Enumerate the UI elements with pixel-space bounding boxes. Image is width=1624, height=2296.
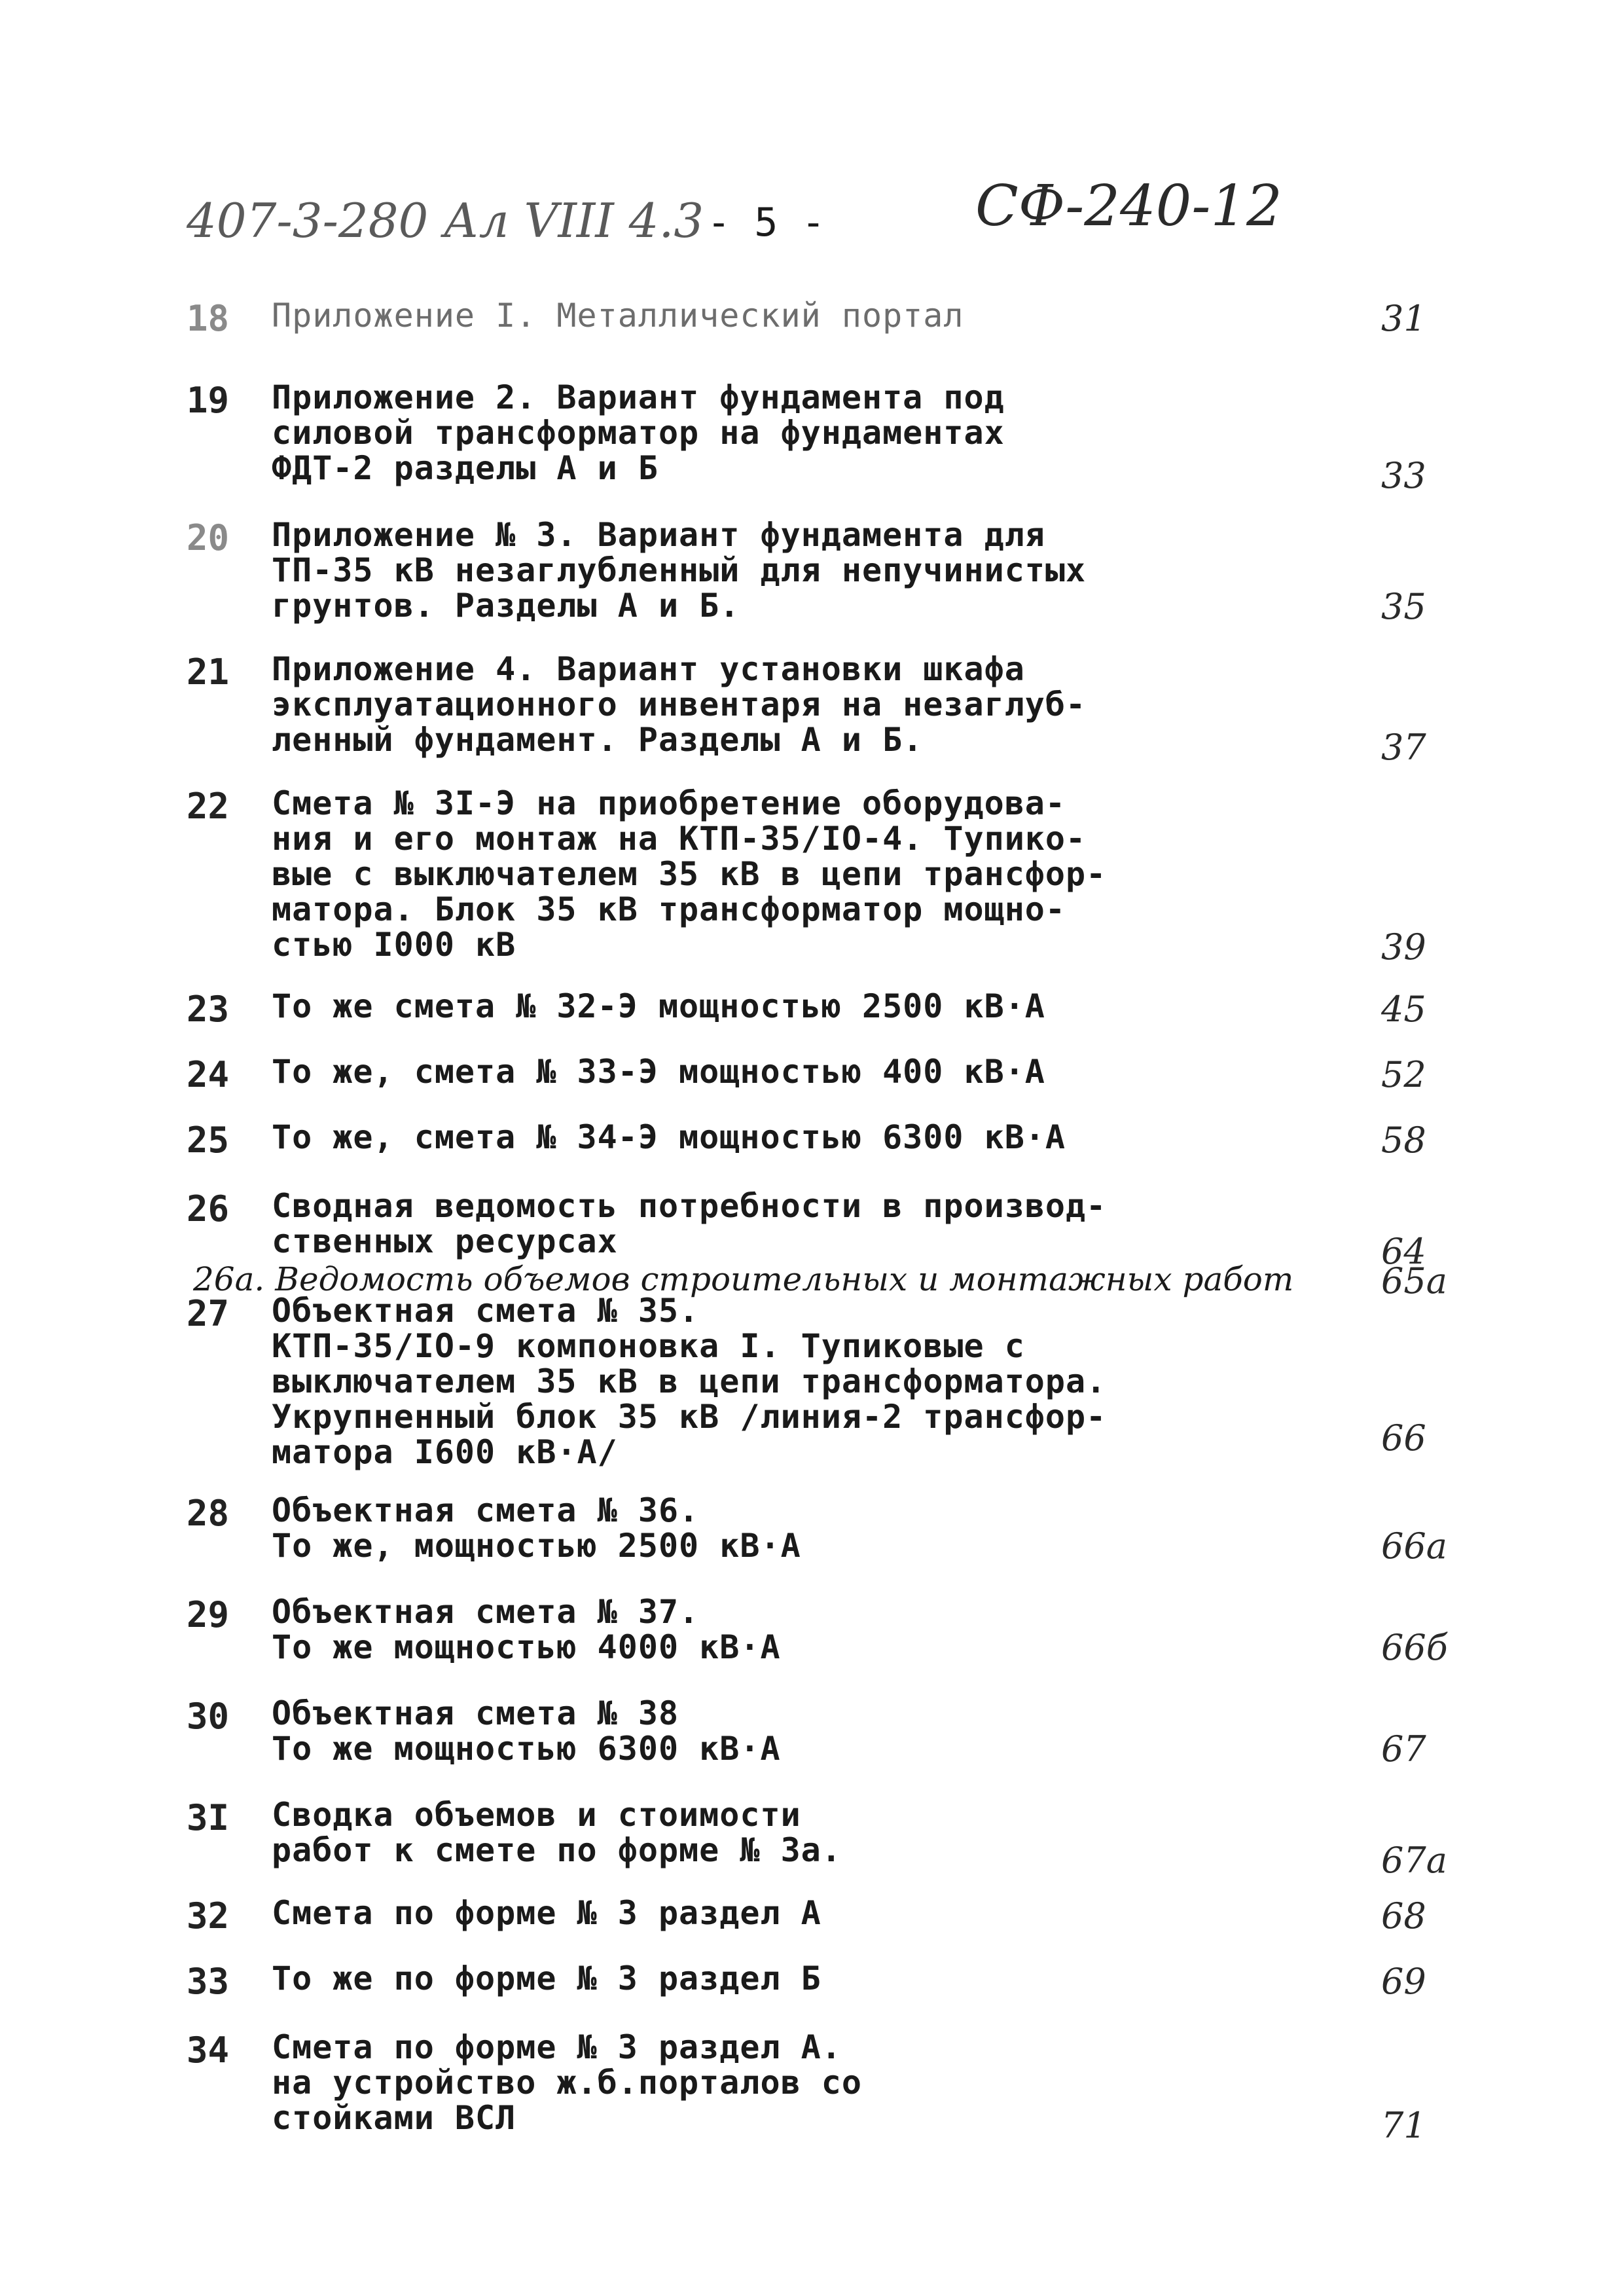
item-title: То же, смета № 34-Э мощностью 6300 кВ·А xyxy=(272,1118,1066,1156)
item-number: 26 xyxy=(187,1188,230,1230)
item-page: 33 xyxy=(1381,455,1426,496)
item-page: 66б xyxy=(1381,1627,1448,1668)
item-page: 31 xyxy=(1381,298,1426,339)
item-title: То же, смета № 33-Э мощностью 400 кВ·А xyxy=(272,1053,1045,1091)
item-number: 18 xyxy=(187,298,230,339)
item-number: 33 xyxy=(187,1961,230,2002)
item-number: 22 xyxy=(187,786,230,827)
item-page: 58 xyxy=(1381,1120,1426,1161)
item-number: 30 xyxy=(187,1696,230,1737)
sheet-code: СФ-240-12 xyxy=(975,173,1282,239)
item-page: 67а xyxy=(1381,1840,1447,1881)
item-page: 65а xyxy=(1381,1260,1447,1302)
item-title: Ведомость объемов строительных и монтажных работ xyxy=(275,1260,1294,1298)
item-number: 3I xyxy=(187,1797,230,1838)
item-number: 23 xyxy=(187,989,230,1030)
page-number: - 5 - xyxy=(707,200,825,246)
item-title: То же смета № 32-Э мощностью 2500 кВ·А xyxy=(272,987,1045,1025)
item-title: Приложение 2. Вариант фундамента под силовой трансформатор на фундаментах ФДТ-2 разделы А и Б xyxy=(272,378,1005,487)
item-number: 28 xyxy=(187,1493,230,1534)
item-title: Объектная смета № 38 То же мощностью 6300 кВ·А xyxy=(272,1694,781,1768)
item-number: 32 xyxy=(187,1895,230,1937)
item-title: То же по форме № 3 раздел Б xyxy=(272,1959,821,1997)
item-number: 27 xyxy=(187,1293,230,1334)
item-page: 67 xyxy=(1381,1728,1426,1770)
item-page: 71 xyxy=(1381,2105,1426,2146)
item-number: 26а. xyxy=(193,1260,265,1298)
item-title: Смета по форме № 3 раздел А xyxy=(272,1894,821,1932)
item-number: 34 xyxy=(187,2030,230,2071)
document-code: 407-3-280 Ал VIII 4.3 xyxy=(187,193,704,248)
item-title: Приложение № 3. Вариант фундамента для ТП-35 кВ незаглубленный для непучинистых грунтов. Разделы А и Б. xyxy=(272,516,1087,625)
item-number: 19 xyxy=(187,380,230,421)
item-title: Смета по форме № 3 раздел А. на устройство ж.б.порталов со стойками ВСЛ xyxy=(272,2028,862,2137)
item-title: Сводная ведомость потребности в производ- ственных ресурсах xyxy=(272,1187,1107,1260)
item-title: Смета № 3I-Э на приобретение оборудова- ния и его монтаж на КТП-35/IO-4. Тупико- вые с выключателем 35 кВ в цепи трансфор- матора. Блок 35 кВ трансформатор мощно- стью I000 кВ xyxy=(272,784,1107,964)
item-page: 37 xyxy=(1381,727,1426,768)
item-page: 68 xyxy=(1381,1895,1426,1937)
item-number: 25 xyxy=(187,1120,230,1161)
item-number: 24 xyxy=(187,1054,230,1095)
item-page: 35 xyxy=(1381,586,1426,627)
item-title: Сводка объемов и стоимости работ к смете по форме № 3а. xyxy=(272,1796,842,1869)
item-page: 52 xyxy=(1381,1054,1426,1095)
item-title: Объектная смета № 37. То же мощностью 4000 кВ·А xyxy=(272,1593,781,1666)
item-number: 29 xyxy=(187,1594,230,1635)
item-page: 69 xyxy=(1381,1961,1426,2002)
item-number: 21 xyxy=(187,651,230,693)
item-page: 45 xyxy=(1381,989,1426,1030)
item-page: 39 xyxy=(1381,926,1426,968)
item-title: Приложение I. Металлический портал xyxy=(272,297,964,335)
item-title: Объектная смета № 35. КТП-35/IO-9 компоновка I. Тупиковые с выключателем 35 кВ в цепи трансформатора. Укрупненный блок 35 кВ /линия-2 трансфор- матора I600 кВ·А/ xyxy=(272,1292,1107,1471)
item-page: 64 xyxy=(1381,1231,1426,1272)
item-number: 20 xyxy=(187,517,230,558)
item-page: 66а xyxy=(1381,1525,1447,1567)
item-page: 66 xyxy=(1381,1417,1426,1459)
item-title: Приложение 4. Вариант установки шкафа эксплуатационного инвентаря на незаглуб- ленный фундамент. Разделы А и Б. xyxy=(272,650,1087,759)
page-header xyxy=(0,164,1624,295)
item-title: Объектная смета № 36. То же, мощностью 2500 кВ·А xyxy=(272,1491,801,1565)
